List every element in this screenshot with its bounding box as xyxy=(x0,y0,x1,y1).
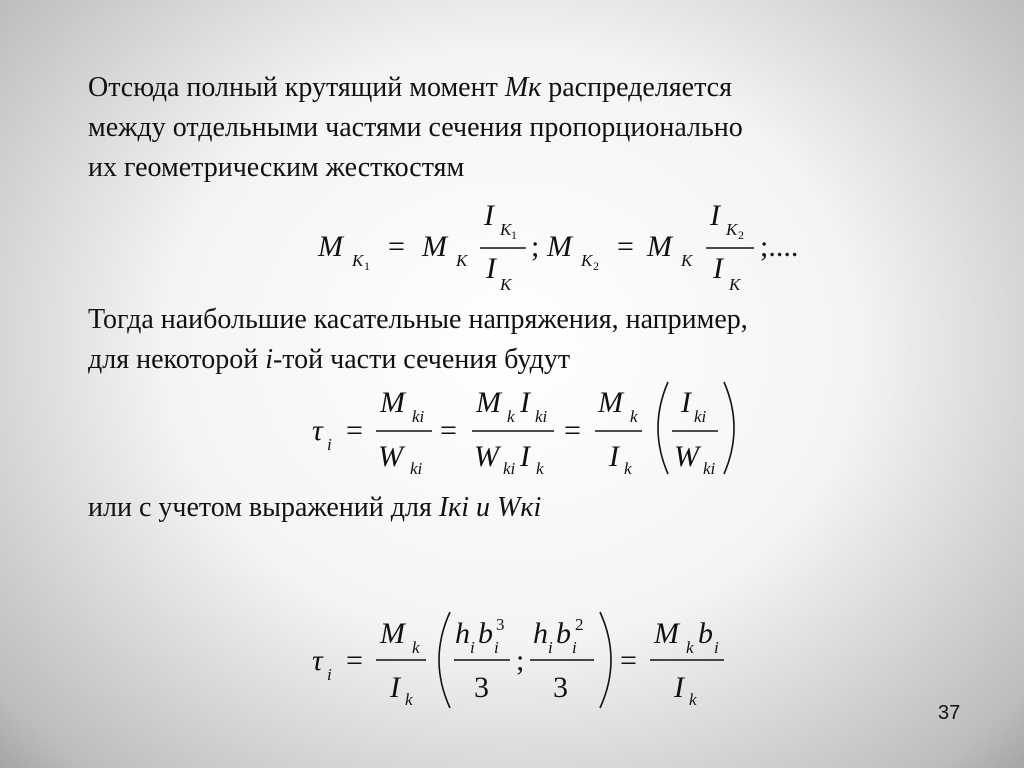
formula-glyph: M xyxy=(547,230,572,263)
formula-glyph: K xyxy=(581,251,593,270)
formula-glyph: k xyxy=(624,459,632,478)
intro-line-2: между отдельными частями сечения пропорционально xyxy=(88,112,743,143)
formula-glyph: W xyxy=(674,440,699,473)
formula-glyph: k xyxy=(536,459,544,478)
formula-glyph: 2 xyxy=(593,259,599,273)
formula-glyph: I xyxy=(681,386,691,419)
formula-glyph: b xyxy=(556,617,571,650)
stress-line-2: для некоторой i-той части сечения будут xyxy=(88,344,571,375)
formula-glyph: K xyxy=(352,251,364,270)
formula-glyph: τ xyxy=(312,414,323,447)
formula-glyph: 1 xyxy=(364,259,370,273)
formula-glyph: I xyxy=(486,252,496,285)
formula-glyph: ki xyxy=(694,407,707,426)
formula-glyph: k xyxy=(507,407,515,426)
formula-glyph: I xyxy=(609,440,619,473)
formula-glyph: 2 xyxy=(575,615,584,634)
formula-glyph: ;.... xyxy=(760,230,799,263)
formula-glyph: M xyxy=(380,386,405,419)
formula-glyph: ; xyxy=(516,644,525,677)
formula-glyph: M xyxy=(654,617,679,650)
torque-symbol: Мк xyxy=(504,72,542,103)
formula-glyph: M xyxy=(647,230,672,263)
formula-glyph: k xyxy=(412,638,420,657)
formula-glyph: i xyxy=(494,638,499,657)
stress-line-1: Тогда наибольшие касательные напряжения, например, xyxy=(88,304,748,335)
formula-glyph: ki xyxy=(412,407,425,426)
formula-glyph: I xyxy=(390,671,400,704)
formula-glyph: K xyxy=(681,251,693,270)
formula-glyph: k xyxy=(689,690,697,709)
parenthesis xyxy=(600,612,611,708)
formula-glyph: M xyxy=(380,617,405,650)
intro-line-1: Отсюда полный крутящий момент Мк распределяется xyxy=(88,72,732,103)
formula-glyph: W xyxy=(474,440,499,473)
substitution-line: или с учетом выражений для Iкi и Wкi xyxy=(88,492,542,523)
formula-glyph: M xyxy=(422,230,447,263)
formula-glyph: M xyxy=(318,230,343,263)
formula-glyph: i xyxy=(327,435,332,454)
formula-glyph: ki xyxy=(410,459,423,478)
formula-glyph: i xyxy=(548,638,553,657)
formula-glyph: I xyxy=(713,252,723,285)
formula-glyph: K xyxy=(500,275,512,294)
formula-glyph: M xyxy=(598,386,623,419)
formula-glyph: ki xyxy=(503,459,516,478)
formula-glyph: I xyxy=(674,671,684,704)
formula-glyph: I xyxy=(520,440,530,473)
formula-glyph: i xyxy=(327,665,332,684)
formula-glyph: 3 xyxy=(474,671,489,704)
formula-glyph: 3 xyxy=(553,671,568,704)
formula-glyph: i xyxy=(572,638,577,657)
formula-glyph: h xyxy=(533,617,548,650)
formula-glyph: b xyxy=(698,617,713,650)
formula-glyph: I xyxy=(484,199,494,232)
formula-glyph: b xyxy=(478,617,493,650)
formula-glyph: K xyxy=(729,275,741,294)
formula-glyph: K xyxy=(726,220,738,239)
formula-glyph: W xyxy=(378,440,403,473)
formula-glyph: I xyxy=(520,386,530,419)
formula-glyph: = xyxy=(440,414,457,447)
formula-glyph: ; xyxy=(531,230,540,263)
formula-glyph: = xyxy=(346,644,363,677)
formula-glyph: = xyxy=(564,414,581,447)
index-symbol: i xyxy=(265,344,273,375)
formula-glyph: i xyxy=(714,638,719,657)
formula-glyph: 1 xyxy=(511,228,517,242)
formula-glyph: M xyxy=(476,386,501,419)
formula-glyph: = xyxy=(620,644,637,677)
formula-glyph: = xyxy=(617,230,634,263)
formula-glyph: k xyxy=(630,407,638,426)
formula-glyph: K xyxy=(456,251,468,270)
formula-glyph: k xyxy=(686,638,694,657)
formula-glyph: ki xyxy=(535,407,548,426)
formula-glyph: 2 xyxy=(738,228,744,242)
formula-glyph: i xyxy=(470,638,475,657)
slide-number: 37 xyxy=(938,702,961,724)
formula-glyph: h xyxy=(455,617,470,650)
formula-glyph: τ xyxy=(312,644,323,677)
formula-glyph: 3 xyxy=(496,615,505,634)
formula-glyph: = xyxy=(388,230,405,263)
formula-glyph: = xyxy=(346,414,363,447)
intro-line-3: их геометрическим жесткостям xyxy=(88,152,465,183)
formula-glyph: I xyxy=(710,199,720,232)
formula-glyph: k xyxy=(405,690,413,709)
parenthesis xyxy=(439,612,450,708)
formula-glyph: K xyxy=(500,220,512,239)
formula-glyph: ki xyxy=(703,459,716,478)
inertia-modulus-symbols: Iкi и Wкi xyxy=(438,492,542,523)
